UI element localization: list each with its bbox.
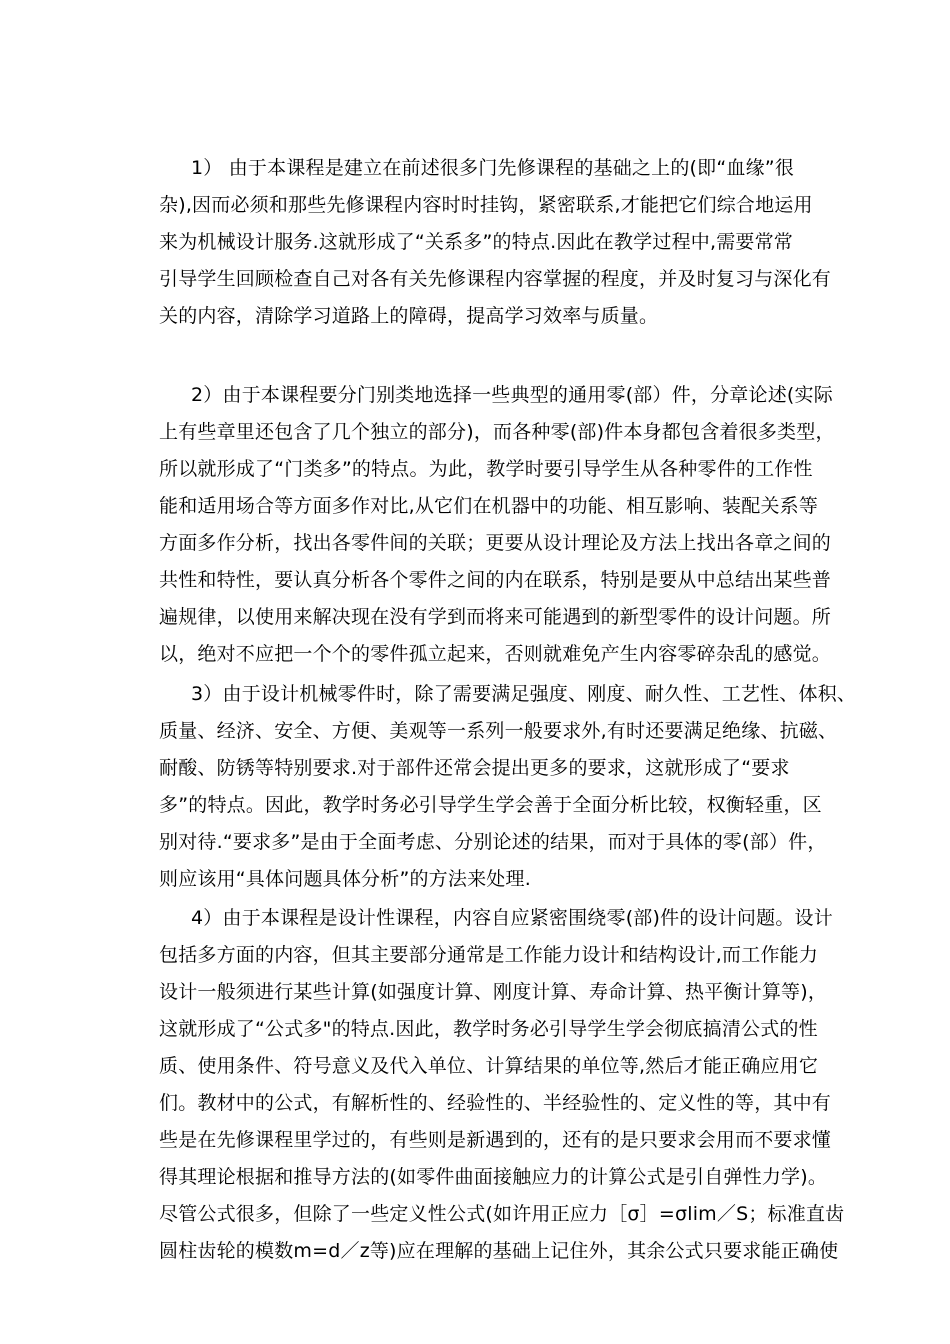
paragraph-4-line-6: 们。教材中的公式，有解析性的、经验性的、半经验性的、定义性的等，其中有 [159,1092,832,1114]
paragraph-4-line-2: 包括多方面的内容，但其主要部分通常是工作能力设计和结构设计,而工作能力 [159,944,819,966]
paragraph-4-line-9: 尽管公式很多，但除了一些定义性公式(如许用正应力［σ］=σlim／S；标准直齿 [159,1203,845,1225]
paragraph-4-line-10: 圆柱齿轮的模数m=d／z等)应在理解的基础上记住外，其余公式只要求能正确使 [159,1240,839,1262]
paragraph-4-line-5: 质、使用条件、符号意义及代入单位、计算结果的单位等,然后才能正确应用它 [159,1055,819,1077]
paragraph-4-line-4: 这就形成了“公式多"的特点.因此，教学时务必引导学生学会彻底搞清公式的性 [159,1018,818,1040]
paragraph-1-line-2: 杂),因而必须和那些先修课程内容时时挂钩，紧密联系,才能把它们综合地运用 [159,194,813,216]
paragraph-2-line-1: 2）由于本课程要分门别类地选择一些典型的通用零(部）件，分章论述(实际 [191,384,833,406]
paragraph-2-line-6: 共性和特性，要认真分析各个零件之间的内在联系，特别是要从中总结出某些普 [159,569,832,591]
paragraph-2-line-8: 以，绝对不应把一个个的零件孤立起来，否则就难免产生内容零碎杂乱的感觉。 [159,643,832,665]
paragraph-1-line-3: 来为机械设计服务.这就形成了“关系多”的特点.因此在教学过程中,需要常常 [159,231,794,253]
paragraph-3-line-5: 别对待.“要求多”是由于全面考虑、分别论述的结果，而对于具体的零(部）件， [159,831,827,853]
paragraph-4-line-1: 4）由于本课程是设计性课程，内容自应紧密围绕零(部)件的设计问题。设计 [191,907,833,929]
paragraph-3-line-4: 多”的特点。因此，教学时务必引导学生学会善于全面分析比较，权衡轻重，区 [159,794,822,816]
paragraph-4-line-8: 得其理论根据和推导方法的(如零件曲面接触应力的计算公式是引自弹性力学)。 [159,1166,828,1188]
paragraph-4-line-3: 设计一般须进行某些计算(如强度计算、刚度计算、寿命计算、热平衡计算等)， [159,981,828,1003]
paragraph-4-line-7: 些是在先修课程里学过的，有些则是新遇到的，还有的是只要求会用而不要求懂 [159,1129,832,1151]
paragraph-3-line-1: 3）由于设计机械零件时，除了需要满足强度、刚度、耐久性、工艺性、体积、 [191,683,857,705]
paragraph-2-line-5: 方面多作分析，找出各零件间的关联；更要从设计理论及方法上找出各章之间的 [159,532,832,554]
paragraph-3-line-2: 质量、经济、安全、方便、美观等一系列一般要求外,有时还要满足绝缘、抗磁、 [159,720,838,742]
paragraph-1-line-5: 关的内容，清除学习道路上的障碍，提高学习效率与质量。 [159,305,659,327]
paragraph-2-line-4: 能和适用场合等方面多作对比,从它们在机器中的功能、相互影响、装配关系等 [159,495,819,517]
paragraph-2-line-2: 上有些章里还包含了几个独立的部分)，而各种零(部)件本身都包含着很多类型， [159,421,835,443]
paragraph-2-line-7: 遍规律，以使用来解决现在没有学到而将来可能遇到的新型零件的设计问题。所 [159,606,832,628]
paragraph-2-line-3: 所以就形成了“门类多”的特点。为此，教学时要引导学生从各种零件的工作性 [159,458,813,480]
paragraph-3-line-6: 则应该用“具体问题具体分析”的方法来处理. [159,868,531,890]
paragraph-3-line-3: 耐酸、防锈等特别要求.对于部件还常会提出更多的要求，这就形成了“要求 [159,757,790,779]
paragraph-1-line-4: 引导学生回顾检查自己对各有关先修课程内容掌握的程度，并及时复习与深化有 [159,268,832,290]
paragraph-1-line-1: 1） 由于本课程是建立在前述很多门先修课程的基础之上的(即“血缘”很 [191,157,795,179]
